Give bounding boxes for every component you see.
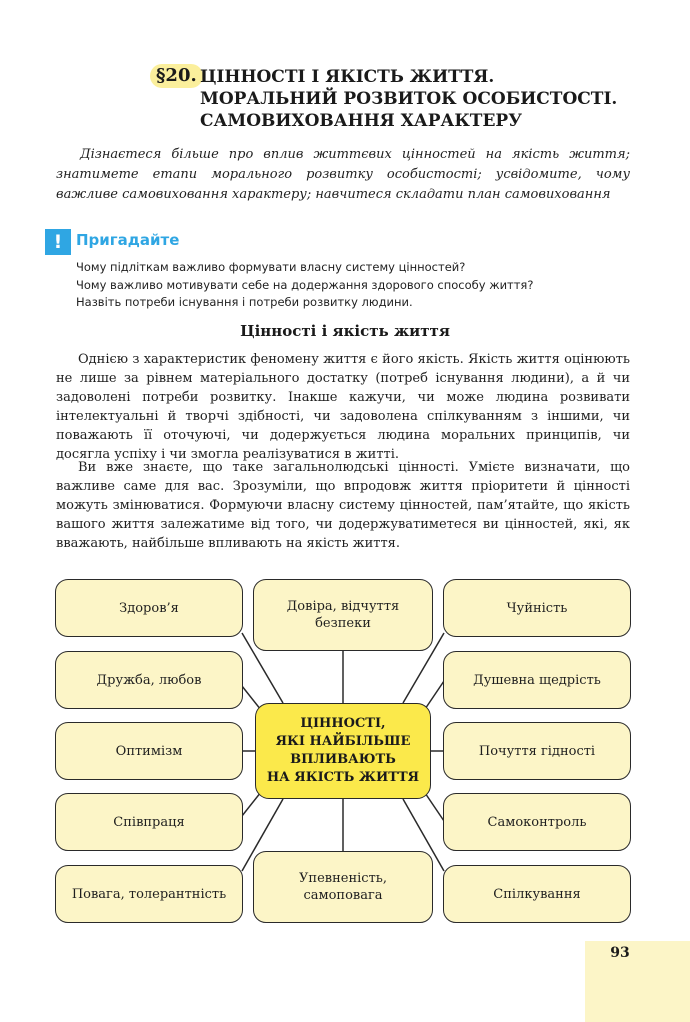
value-box: Спілкування [443,865,631,923]
value-box: Повага, толерантність [55,865,243,923]
value-box: Почуття гідності [443,722,631,780]
exclamation-icon: ! [45,229,71,255]
title-line: МОРАЛЬНИЙ РОЗВИТОК ОСОБИСТОСТІ. [200,89,618,109]
value-box: Упевненість, самоповага [253,851,433,923]
center-box: ЦІННОСТІ, ЯКІ НАЙБІЛЬШЕ ВПЛИВАЮТЬ НА ЯКІСТЬ ЖИТТЯ [255,703,431,799]
intro-text: Дізнаєтеся більше про вплив життєвих цінностей на якість життя; знатимете етапи морального розвитку особистості; усвідомите, чому важливе самовиховання характеру; навчитеся складати план самовиховання [56,147,630,202]
title-line: ЦІННОСТІ І ЯКІСТЬ ЖИТТЯ. [200,67,495,87]
value-box: Самоконтроль [443,793,631,851]
body-paragraph: Однією з характеристик феномену життя є його якість. Якість життя оцінюють не лише за рівнем матеріального достатку (потреб існування людини), а й чи задоволені потреби розвитку. Інакше кажучи, чи може людина розвивати інтелектуальні й творчі здібності, чи задоволена спілкуванням з іншими, чи поважають її оточуючі, чи додержується людина моральних принципів, чи досягла успіху і чи змогла реалізуватися в житті. [56,352,630,462]
value-box: Оптимізм [55,722,243,780]
paragraph-title [200,66,660,132]
title-line: САМОВИХОВАННЯ ХАРАКТЕРУ [200,111,522,131]
paragraph-number: §20. [150,64,203,88]
remember-heading: Пригадайте [76,231,180,249]
value-box: Чуйність [443,579,631,637]
value-box: Дружба, любов [55,651,243,709]
page-number: 93 [610,945,630,961]
section-heading: Цінності і якість життя [240,322,450,340]
value-box: Здоров’я [55,579,243,637]
value-box: Співпраця [55,793,243,851]
values-diagram [0,575,690,935]
question-item: Чому підліткам важливо формувати власну систему цінностей? [76,260,466,274]
remember-questions [76,259,636,312]
value-box: Довіра, відчуття безпеки [253,579,433,651]
body-paragraph: Ви вже знаєте, що таке загальнолюдські цінності. Умієте визначати, що важливе саме для вас. Зрозуміли, що впродовж життя пріоритети й цінності можуть змінюватися. Формуючи власну систему цінностей, пам’ятайте, що якість вашого життя залежатиме від того, чи додержуватиметеся ви цінностей, які, як вважають, найбільше впливають на якість життя. [56,460,630,551]
question-item: Назвіть потреби існування і потреби розвитку людини. [76,295,413,309]
value-box: Душевна щедрість [443,651,631,709]
question-item: Чому важливо мотивувати себе на додержання здорового способу життя? [76,277,534,292]
